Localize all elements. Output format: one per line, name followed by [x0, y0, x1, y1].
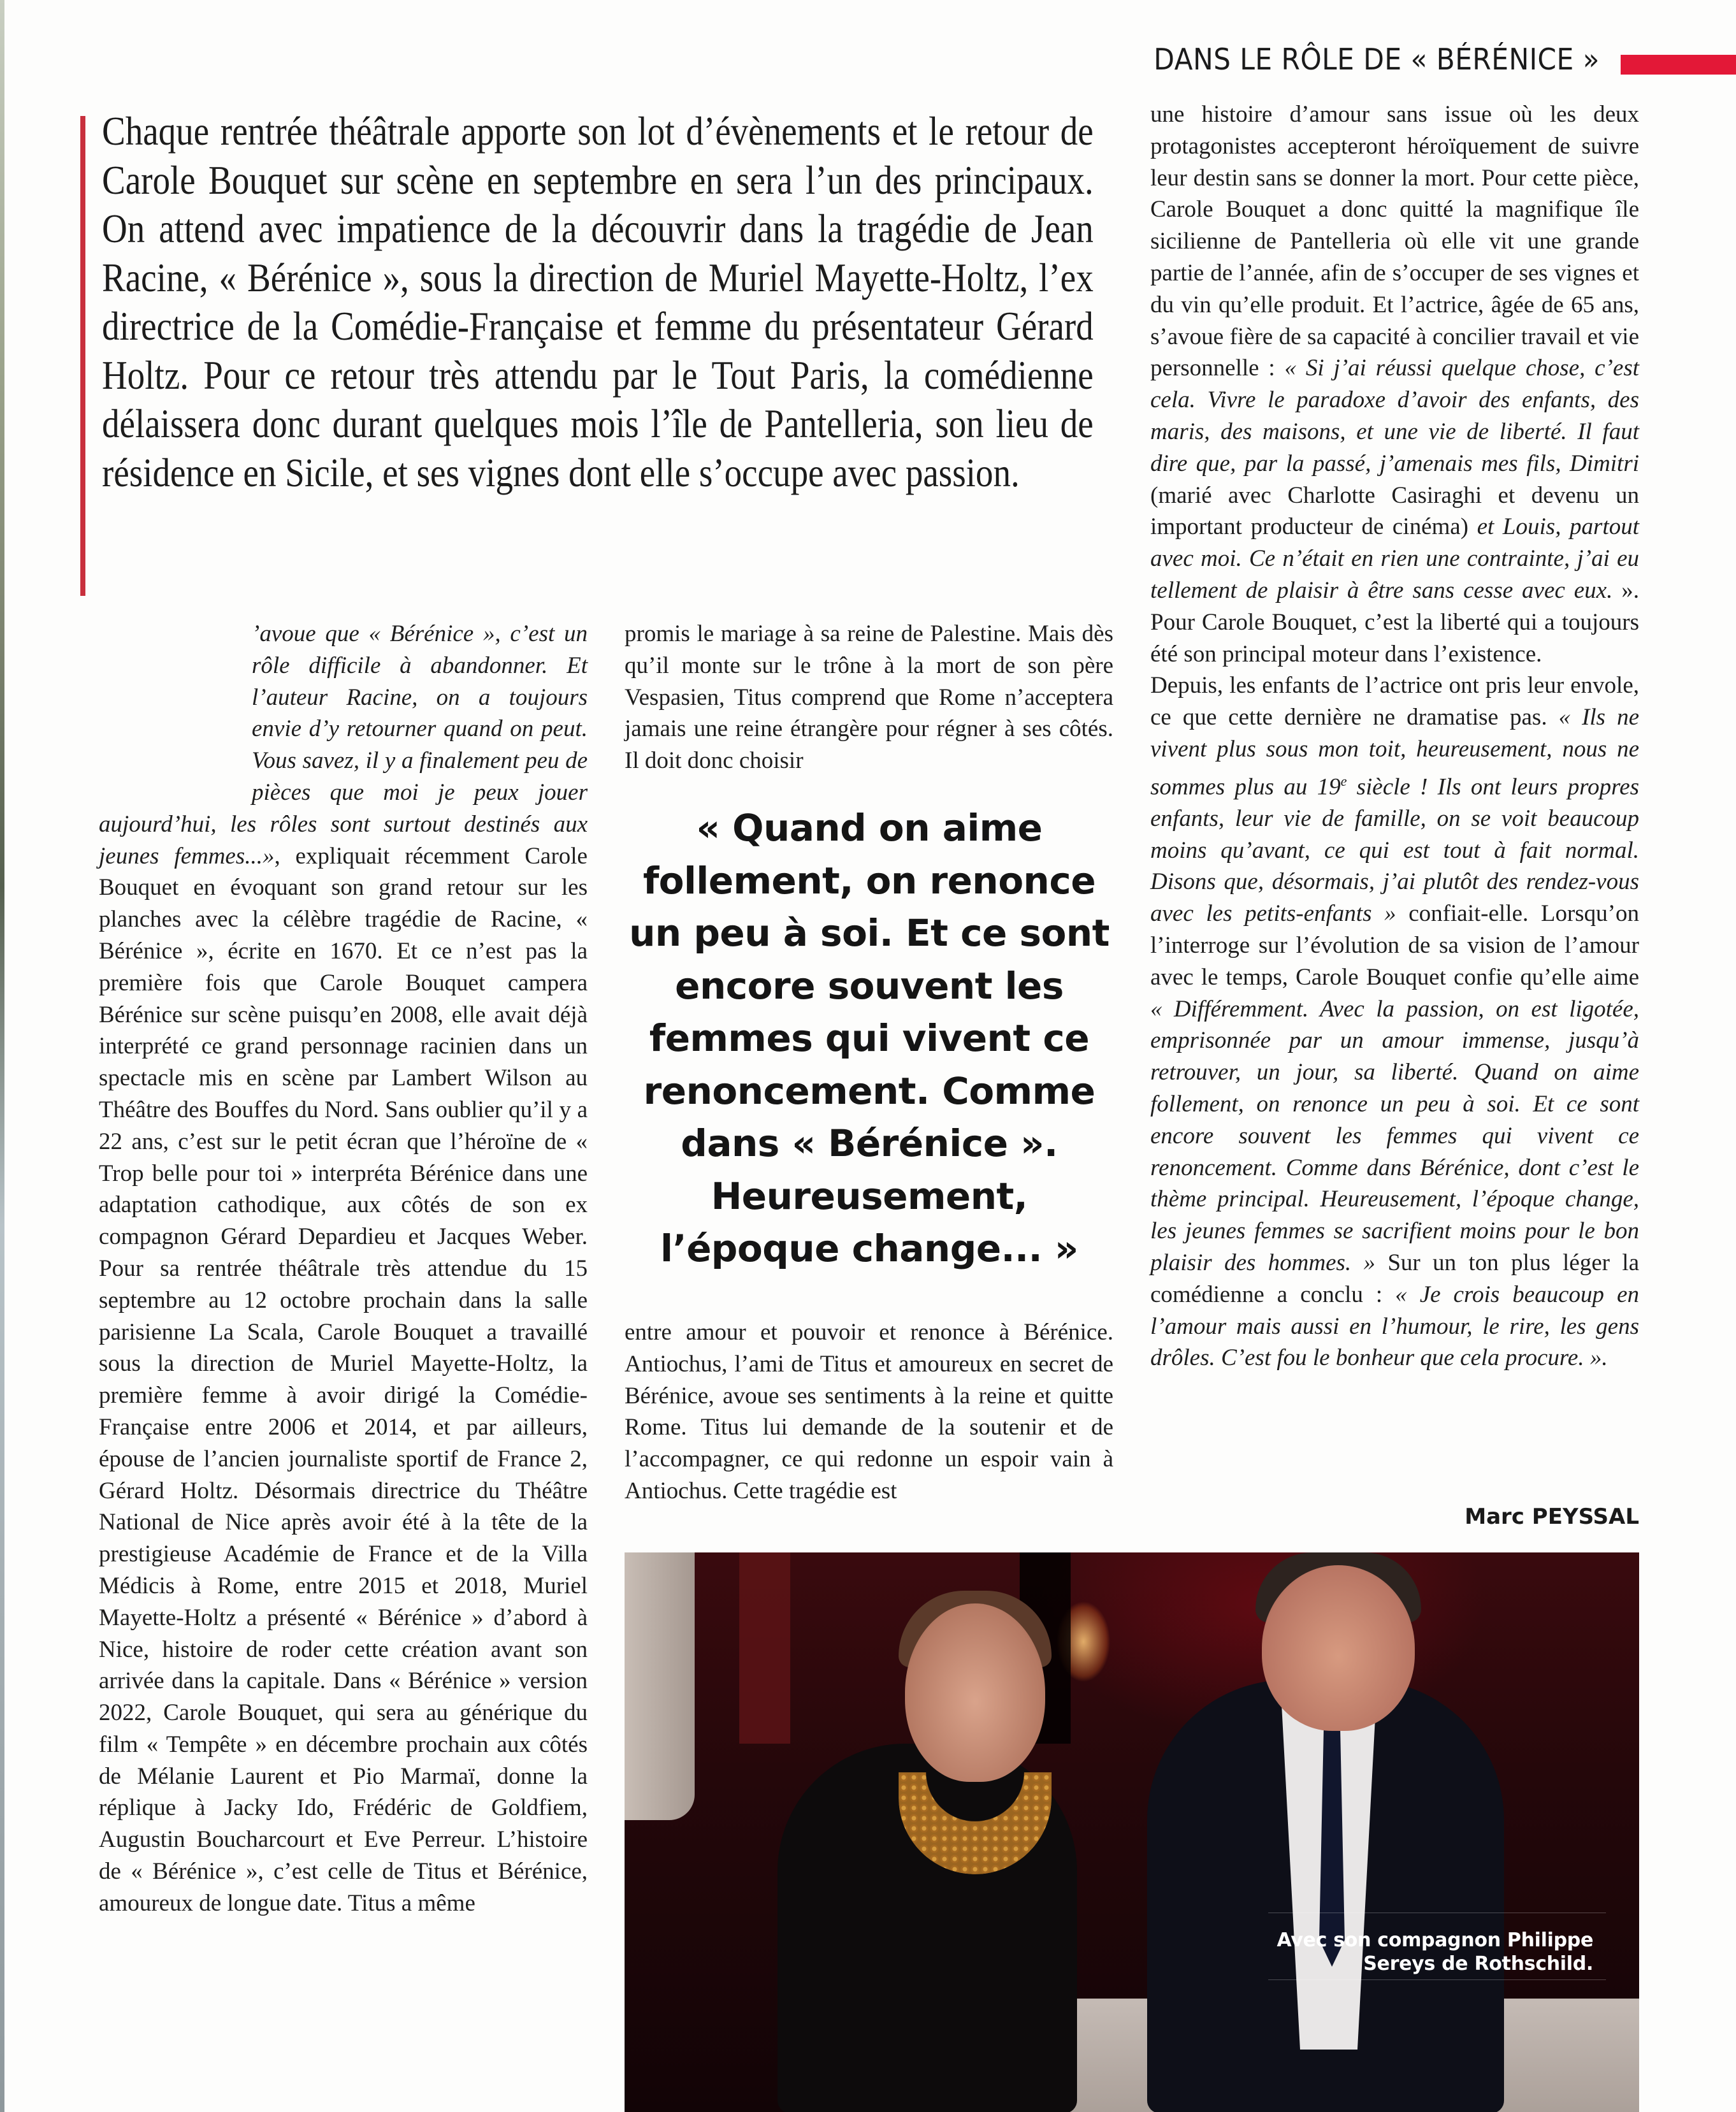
left-opening-quote: ’avoue que « Bérénice », c’est un rôle difficile à abandonner. Et l’auteur Racine, on a toujours envie d’y retourner quand on peut. Vous savez, il y a finalement peu de pièces que moi je peux jouer aujourd’hui, les rôles sont surtout destinés aux jeunes femmes...»	[99, 621, 588, 869]
superscript: e	[1340, 772, 1347, 789]
pull-quote-line: dans « Bérénice ».	[681, 1122, 1058, 1165]
right-quote: « Je crois beaucoup en l’amour mais aussi en l’humour, le rire, les gens drôles. C’est fou le bonheur que cela procure. ».	[1150, 1281, 1639, 1371]
right-text: confiait-elle. Lorsqu’on l’interroge sur l’évolution de sa vision de l’amour avec le temps, Carole Bouquet confie qu’elle aime	[1150, 900, 1640, 990]
header-accent-bar	[1621, 55, 1736, 75]
photo-background-pillar	[739, 1552, 790, 1744]
pull-quote-line: femmes qui vivent ce	[649, 1016, 1090, 1060]
right-quote: « Ils ne vivent plus sous mon toit, heureusement, nous ne sommes plus au 19	[1150, 704, 1639, 800]
right-text: une histoire d’amour sans issue où les deux protagonistes accepteront héroïquement de suivre leur destin sans se donner la mort. Pour cette pièce, Carole Bouquet a donc quitté la magnifique île sicilienne de Pantelleria où elle vit une grande partie de l’année, afin de s’occuper de ses vignes et du vin qu’elle produit. Et l’actrice, âgée de 65 ans, s’avoue fière de sa capacité à concilier travail et vie personnelle :	[1150, 101, 1639, 382]
right-text: ». Pour Carole Bouquet, c’est la liberté qui a toujours été son principal moteur dans l’existence.	[1150, 577, 1640, 667]
pull-quote-line: l’époque change... »	[660, 1227, 1078, 1270]
right-text: Sur un ton plus léger la comédienne a conclu :	[1150, 1250, 1639, 1308]
article-photo	[625, 1552, 1639, 2112]
photo-caption	[1236, 1928, 1593, 1976]
pull-quote	[625, 802, 1114, 1275]
caption-bottom-rule	[1268, 1979, 1606, 1980]
dropcap-spacer	[99, 618, 252, 778]
right-paragraph-2	[1150, 670, 1639, 1374]
article-column-left-flow	[99, 618, 588, 1920]
left-column-text	[99, 618, 588, 1920]
pull-quote-line: renoncement. Comme	[643, 1069, 1096, 1113]
caption-line: Avec son compagnon Philippe	[1277, 1929, 1593, 1951]
caption-line: Sereys de Rothschild.	[1363, 1953, 1593, 1975]
right-quote: « Différemment. Avec la passion, on est ligotée, emprisonnée par un amour immense, jusqu’à retrouver, un jour, sa liberté. Quand on aime follement, on renonce un peu à soi. Et ce sont encore souvent les femmes qui vivent ce renoncement. Comme dans Bérénice, dont c’est le thème principal. Heureusement, l’époque change, les jeunes femmes se sacrifient moins pour le bon plaisir des hommes. »	[1150, 995, 1639, 1277]
right-paragraph-1	[1150, 99, 1639, 670]
photo-man-face	[1262, 1565, 1415, 1731]
pull-quote-line: Heureusement,	[711, 1174, 1028, 1218]
pull-quote-line: encore souvent les	[675, 964, 1064, 1008]
article-column-middle-bottom	[625, 1317, 1113, 1507]
photo-woman-face	[905, 1603, 1045, 1782]
article-column-middle-top	[625, 618, 1113, 777]
middle-top-text: promis le mariage à sa reine de Palestine. Mais dès qu’il monte sur le trône à la mort de son père Vespasien, Titus comprend que Rome n’acceptera jamais une reine étrangère pour régner à ses côtés. Il doit donc choisir	[625, 621, 1113, 774]
intro-paragraph: Chaque rentrée théâtrale apporte son lot d’évènements et le retour de Carole Bouquet sur scène en septembre en sera l’un des principaux. On attend avec impatience de la découvrir dans la tragédie de Jean Racine, « Bérénice », sous la direction de Muriel Mayette-Holtz, l’ex directrice de la Comédie-Française et femme du présentateur Gérard Holtz. Pour ce retour très attendu par le Tout Paris, la comédienne délaissera donc durant quelques mois l’île de Pantelleria, son lieu de résidence en Sicile, et ses vignes dont elle s’occupe avec passion.	[102, 108, 1094, 495]
right-quote: et Louis, partout avec moi. Ce n’était en rien une contrainte, j’ai eu tellement de plaisir à être sans cesse avec eux.	[1150, 514, 1640, 604]
right-text: (marié avec Charlotte Casiraghi et devenu un important producteur de cinéma)	[1150, 482, 1639, 540]
pull-quote-line: follement, on renonce	[642, 858, 1096, 902]
middle-bottom-text: entre amour et pouvoir et renonce à Bérénice. Antiochus, l’ami de Titus et amoureux en secret de Bérénice, avoue ses sentiments à la reine et quitte Rome. Titus lui demande de la soutenir et de l’accompagner, ce qui redonne un espoir vain à Antiochus. Cette tragédie est	[625, 1319, 1113, 1504]
intro-accent-rule	[80, 116, 85, 596]
right-quote: « Si j’ai réussi quelque chose, c’est cela. Vivre le paradoxe d’avoir des enfants, des maris, des maisons, et une vie de liberté. Il faut dire que, par la passé, j’amenais mes fils, Dimitri	[1150, 355, 1640, 477]
article-column-right	[1150, 99, 1639, 1374]
photo-waiter-figure	[625, 1552, 695, 1820]
pull-quote-line: un peu à soi. Et ce sont	[629, 911, 1110, 955]
right-text: Depuis, les enfants de l’actrice ont pris leur envole, ce que cette dernière ne dramatise pas.	[1150, 672, 1639, 731]
left-body-text: , expliquait récemment Carole Bouquet en évoquant son grand retour sur les planches avec la célèbre tragédie de Racine, « Bérénice », écrite en 1670. Et ce n’est pas la première fois que Carole Bouquet campera Bérénice sur scène puisqu’en 2008, elle avait déjà interprété ce grand personnage racinien dans un spectacle mis en scène par Lambert Wilson au Théâtre des Bouffes du Nord. Sans oublier qu’il y a 22 ans, c’est sur le petit écran que l’héroïne de « Trop belle pour toi » interpréta Bérénice dans une adaptation cathodique, aux côtés de son ex compagnon Gérard Depardieu et Jacques Weber. Pour sa rentrée théâtrale très attendue du 15 septembre au 12 octobre prochain dans la salle parisienne La Scala, Carole Bouquet a travaillé sous la direction de Muriel Mayette-Holtz, la première femme à avoir dirigé la Comédie-Française entre 2006 et 2014, et par ailleurs, épouse de l’ancien journaliste sportif de France 2, Gérard Holtz. Désormais directrice du Théâtre National de Nice après avoir été à la tête de la prestigieuse Académie de France et de la Villa Médicis à Rome, entre 2015 et 2018, Muriel Mayette-Holtz a présenté « Bérénice » d’abord à Nice, histoire de roder cette création avant son arrivée dans la capitale. Dans « Bérénice » version 2022, Carole Bouquet, qui sera au générique du film « Tempête » en décembre prochain aux côtés de Mélanie Laurent et Pio Marmaï, donne la réplique à Jacky Ido, Frédéric de Goldfiem, Augustin Boucharcourt et Eve Perreur. L’histoire de « Bérénice », c’est celle de Titus et Bérénice, amoureux de longue date. Titus a même	[99, 843, 588, 1916]
section-header: DANS LE RÔLE DE « BÉRÉNICE »	[1154, 42, 1600, 76]
author-byline: Marc PEYSSAL	[1465, 1504, 1639, 1530]
right-quote: siècle ! Ils ont leurs propres enfants, leur vie de famille, on se voit beaucoup moins qu’avant, ce qui est tout à fait normal. Disons que, désormais, j’ai plutôt des rendez-vous avec les petits-enfants »	[1150, 774, 1640, 927]
adjacent-page-photo-edge	[0, 0, 4, 2112]
pull-quote-line: « Quand on aime	[696, 806, 1043, 850]
